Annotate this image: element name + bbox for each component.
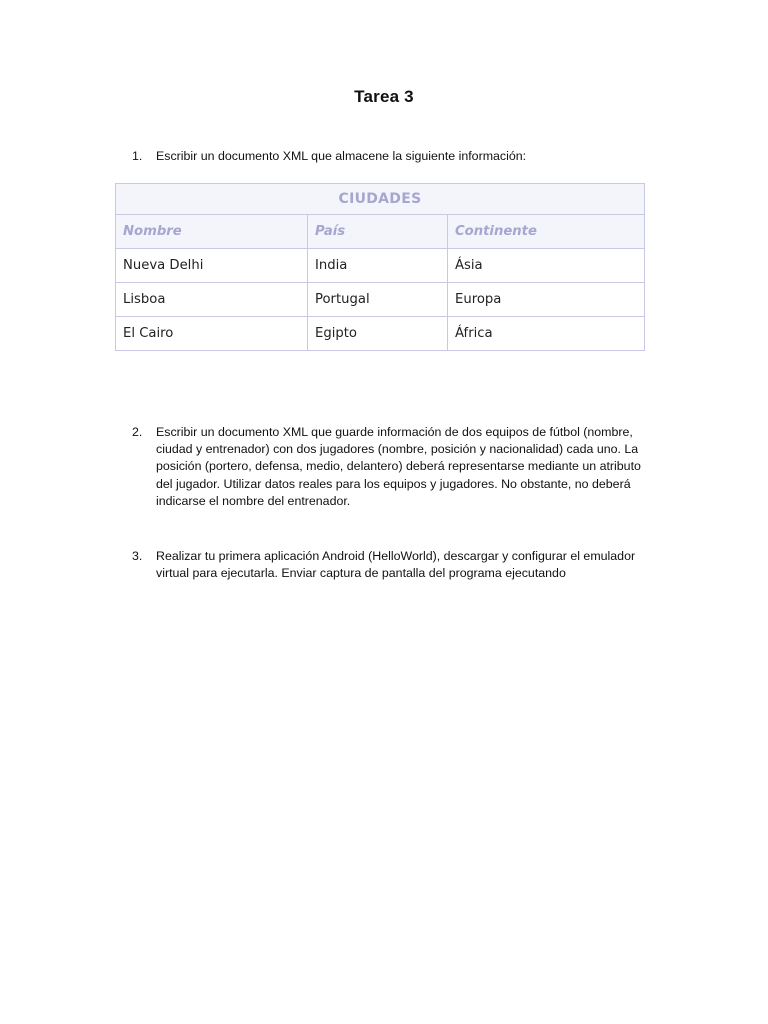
column-header-pais: País <box>308 215 448 248</box>
task-text: Escribir un documento XML que almacene la siguiente información: <box>156 149 527 163</box>
table-cell: África <box>455 326 493 341</box>
cities-table <box>115 183 645 351</box>
task-number: 2. <box>132 425 143 439</box>
table-cell: El Cairo <box>116 317 308 350</box>
table-header-row <box>116 215 644 249</box>
document-title: Tarea 3 <box>354 87 414 106</box>
task-text: Escribir un documento XML que guarde información de dos equipos de fútbol (nombre, ciudad y entrenador) con dos jugadores (nombre, posición y nacionalidad) cada uno. La posición (portero, defensa, medio, delantero) deberá representarse mediante un atributo del jugador. Utilizar datos reales para los equipos y jugadores. No obstante, no deberá indicarse el nombre del entrenador. <box>156 425 641 508</box>
table-row <box>116 249 644 283</box>
table-cell: Portugal <box>308 283 448 316</box>
column-header-continente: Continente <box>455 224 537 239</box>
table-cell: Egipto <box>308 317 448 350</box>
table-caption: CIUDADES <box>116 184 644 215</box>
table-cell: Nueva Delhi <box>116 249 308 282</box>
table-cell: India <box>308 249 448 282</box>
task-number: 3. <box>132 549 143 563</box>
table-cell: Europa <box>455 292 502 307</box>
task-number: 1. <box>132 149 143 163</box>
table-cell: Ásia <box>455 258 483 273</box>
table-row <box>116 317 644 350</box>
task-text: Realizar tu primera aplicación Android (HelloWorld), descargar y configurar el emulador virtual para ejecutarla. Enviar captura de pantalla del programa ejecutando <box>156 549 636 581</box>
table-row <box>116 283 644 317</box>
column-header-nombre: Nombre <box>116 215 308 248</box>
table-cell: Lisboa <box>116 283 308 316</box>
